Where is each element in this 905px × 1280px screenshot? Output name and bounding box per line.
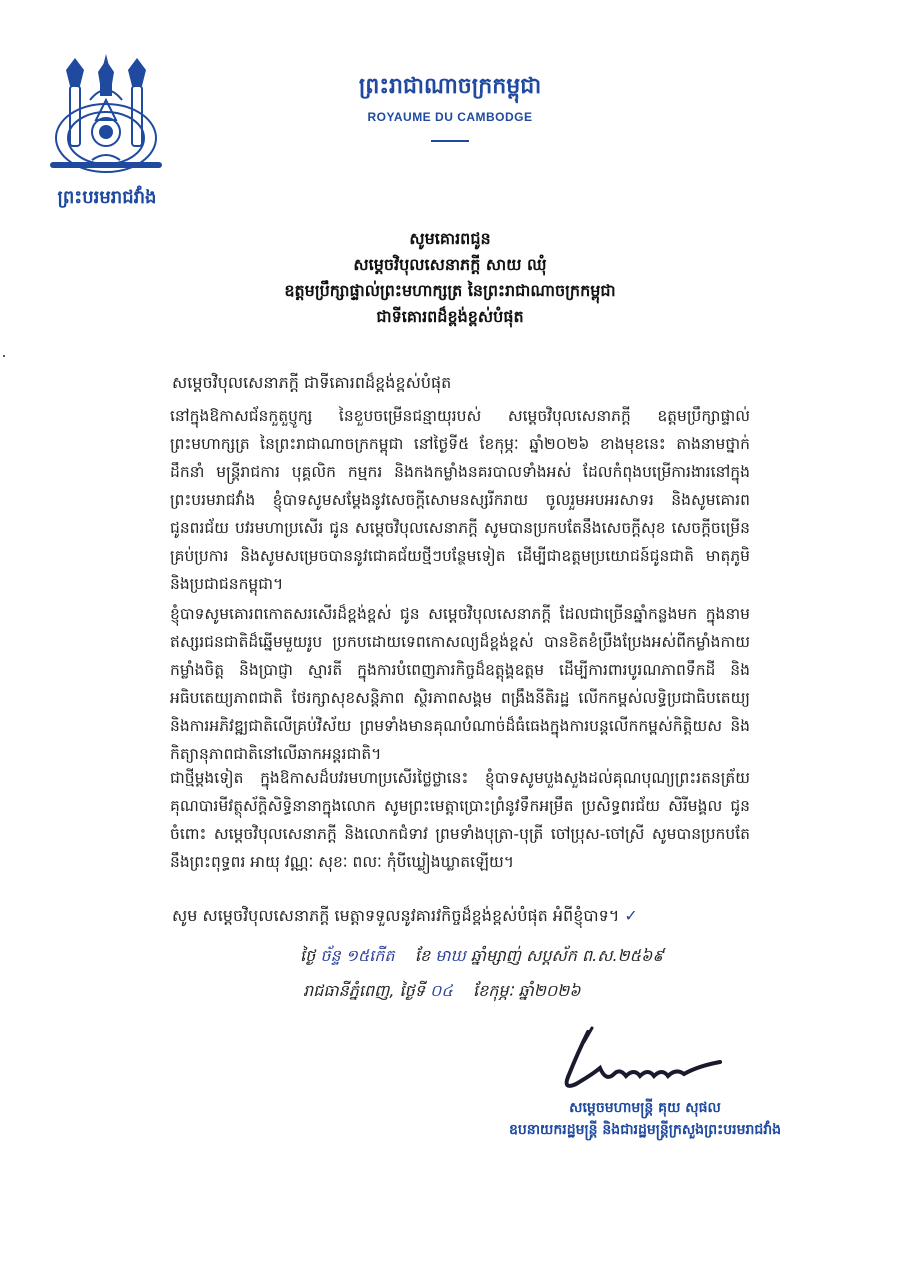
- solar-day: ០៤: [429, 981, 453, 1000]
- margin-dot: [3, 355, 5, 357]
- address-line-4: ជាទីគោរពដ៏ខ្ពង់ខ្ពស់បំផុត: [376, 307, 524, 326]
- letter-paragraph-3: ជាថ្មីម្តងទៀត ក្នុងឱកាសដ៏បវរមហាប្រសើរថ្លៃថ្លានេះ ខ្ញុំបាទសូមបួងសួងដល់គុណបុណ្យព្រះរតនត្រ័យ គុណបារមីវត្ថុស័ក្តិសិទ្ធិនានាក្នុងលោក សូមព្រះមេត្តាប្រោះព្រំនូវទឹកអម្រឹត ប្រសិទ្ធពរជ័យ សិរីមង្គល ជូនចំពោះ សម្តេចវិបុលសេនាភក្តី និងលោកជំទាវ ព្រមទាំងបុត្រា-បុត្រី ចៅប្រុស-ចៅស្រី សូមបានប្រកបតែនឹងព្រះពុទ្ធពរ អាយុ វណ្ណៈ សុខៈ ពលៈ កុំបីឃ្លៀងឃ្លាតឡើយ។: [170, 769, 750, 871]
- signer-name: សម្តេចមហាមន្ត្រី គុយ សុផល: [569, 1100, 721, 1116]
- lunar-date: [300, 945, 664, 969]
- lunar-day-label: ថ្ងៃ: [300, 946, 316, 965]
- handwritten-signature: [548, 1022, 728, 1102]
- closing-mark: ✓: [624, 906, 638, 925]
- lunar-month-label: ខែ: [414, 946, 431, 965]
- address-line-3: ឧត្តមប្រឹក្សាផ្ទាល់ព្រះមហាក្សត្រ នៃព្រះរាជាណាចក្រកម្ពុជា: [284, 281, 616, 300]
- lunar-month-value: មាឃ: [435, 946, 466, 965]
- letter-closing: [172, 905, 638, 929]
- header-divider: [431, 140, 469, 142]
- lunar-day-value: ច័ន្ទ ១៥កើត: [320, 946, 395, 965]
- address-line-2: សម្តេចវិបុលសេនាភក្តី សាយ ឈុំ: [353, 255, 547, 274]
- solar-prefix: រាជធានីភ្នំពេញ, ថ្ងៃទី: [303, 981, 425, 1000]
- royal-coat-of-arms-icon: [40, 50, 172, 180]
- closing-text: សូម សម្តេចវិបុលសេនាភក្តី មេត្តាទទួលនូវគារវកិច្ចដ៏ខ្ពង់ខ្ពស់បំផុត អំពីខ្ញុំបាទ។: [172, 906, 620, 925]
- letter-salutation: សម្តេចវិបុលសេនាភក្តី ជាទីគោរពដ៏ខ្ពង់ខ្ពស់បំផុត: [172, 373, 452, 392]
- letter-paragraph-2: ខ្ញុំបាទសូមគោរពកោតសរសើរដ៏ខ្ពង់ខ្ពស់ ជូន សម្តេចវិបុលសេនាភក្តី ដែលជាច្រើនឆ្នាំកន្លងមក ក្នុងនាមឥស្សរជនជាតិដ៏ឆ្នើមមួយរូប ប្រកបដោយទេពកោសល្យដ៏ខ្ពង់ខ្ពស់ បានខិតខំប្រឹងប្រែងអស់ពីកម្លាំងកាយ កម្លាំងចិត្ត និងប្រាជ្ញា ស្មារតី ក្នុងការបំពេញភារកិច្ចដ៏ឧត្តុង្គឧត្តម ដើម្បីការពារបូរណភាពទឹកដី និងអធិបតេយ្យភាពជាតិ ថែរក្សាសុខសន្តិភាព ស្ថិរភាពសង្គម ពង្រឹងនីតិរដ្ឋ លើកកម្ពស់លទ្ធិប្រជាធិបតេយ្យ និងការអភិវឌ្ឍជាតិលើគ្រប់វិស័យ ព្រមទាំងមានគុណបំណាច់ដ៏ធំធេងក្នុងការបន្តលើកកម្ពស់កិត្តិយស និងកិត្យានុភាពជាតិនៅលើឆាកអន្តរជាតិ។: [170, 605, 750, 763]
- letter-paragraph-1: នៅក្នុងឱកាសជ័នកួតួប្ញូក្ស នៃខួបចម្រើនជន្មាយុរបស់ សម្តេចវិបុលសេនាភក្តី ឧត្តមប្រឹក្សាផ្ទាល់ ព្រះមហាក្សត្រ នៃព្រះរាជាណាចក្រកម្ពុជា នៅថ្ងៃទី៥ ខែកុម្ភៈ ឆ្នាំ២០២៦ ខាងមុខនេះ តាងនាមថ្នាក់ដឹកនាំ មន្រ្តីរាជការ បុគ្គលិក កម្មករ និងកងកម្លាំងនគរបាលទាំងអស់ ដែលកំពុងបម្រើការងារនៅក្នុងព្រះបរមរាជវាំង ខ្ញុំបាទសូមសម្តែងនូវសេចក្តីសោមនស្សរីករាយ ចូលរួមអបអរសាទរ និងសូមគោរពជូនពរជ័យ បវរមហាប្រសើរ ជូន សម្តេចវិបុលសេនាភក្តី សូមបានប្រកបតែនឹងសេចក្តីសុខ សេចក្តីចម្រើនគ្រប់ប្រការ និងសូមសម្រេចបាននូវជោគជ័យថ្មីៗបន្ថែមទៀត ដើម្បីជាឧត្តមប្រយោជន៍ជូនជាតិ មាតុភូមិ និងប្រជាជនកម្ពុជា។: [170, 407, 750, 593]
- solar-date: [303, 980, 581, 1004]
- lunar-year: ឆ្នាំម្សាញ់ សប្តស័ក ព.ស.២៥៦៩: [470, 946, 664, 965]
- kingdom-name-khmer: ព្រះរាជាណាចក្រកម្ពុជា: [358, 74, 542, 99]
- palace-name: ព្រះបរមរាជវាំង: [57, 187, 157, 208]
- address-line-1: សូមគោរពជូន: [409, 229, 491, 248]
- kingdom-name-french: ROYAUME DU CAMBODGE: [367, 110, 533, 124]
- solar-suffix: ខែកុម្ភៈ ឆ្នាំ២០២៦: [472, 981, 581, 1000]
- signer-title: ឧបនាយករដ្ឋមន្ត្រី និងជារដ្ឋមន្ត្រីក្រសួងព្រះបរមរាជវាំង: [508, 1122, 782, 1138]
